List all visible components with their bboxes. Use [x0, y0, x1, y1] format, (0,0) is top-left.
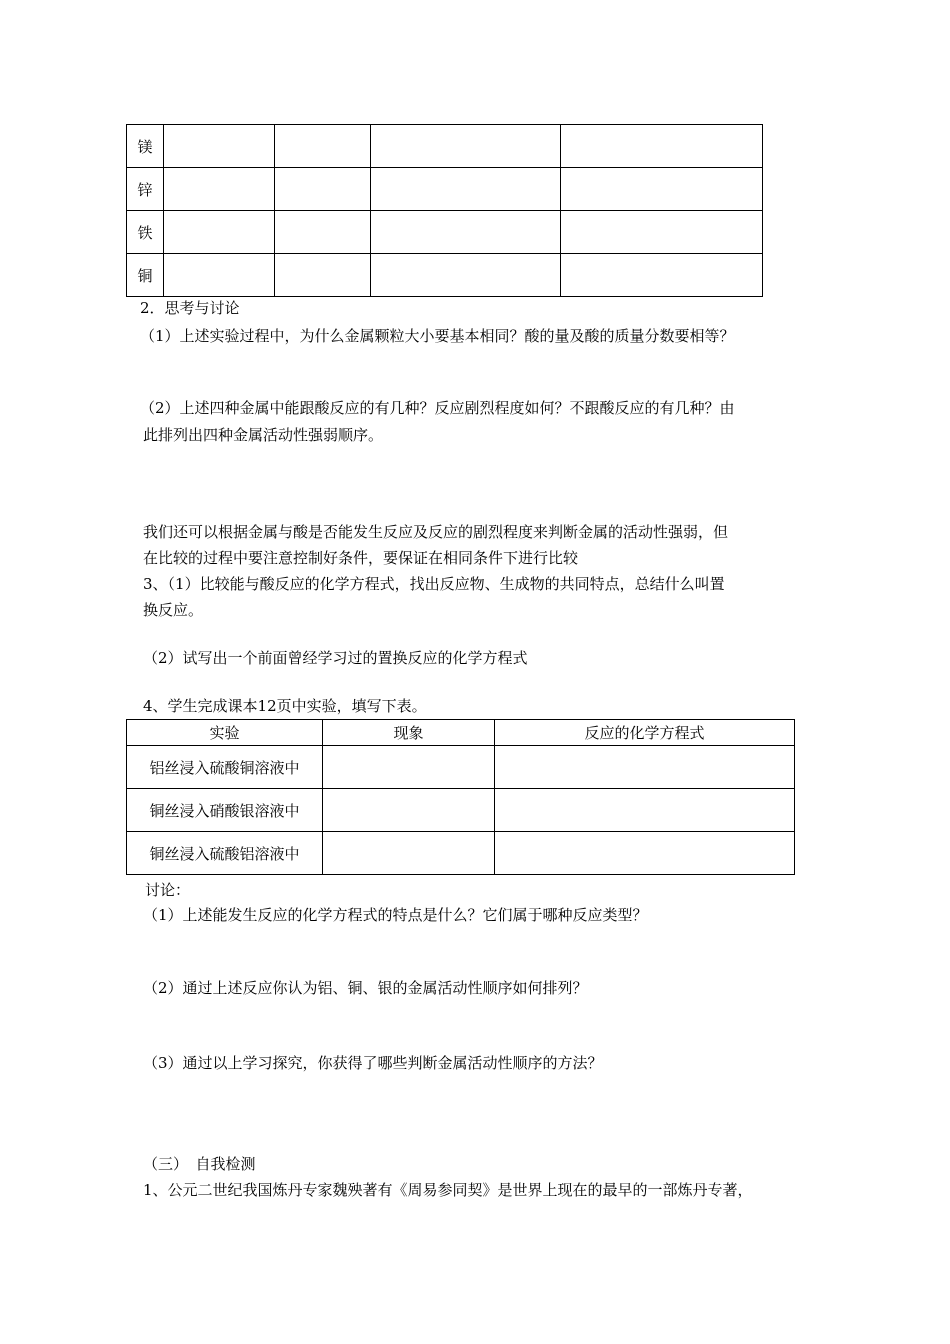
section2-question-1: （1）上述实验过程中，为什么金属颗粒大小要基本相同？酸的量及酸的质量分数要相等？ [140, 327, 735, 345]
equation-cell[interactable] [495, 746, 795, 789]
section3-line-2: 换反应。 [143, 601, 204, 619]
discussion-question-2: （2）通过上述反应你认为铝、铜、银的金属活动性顺序如何排列？ [143, 979, 588, 997]
section2-question-2-line1: （2）上述四种金属中能跟酸反应的有几种？反应剧烈程度如何？不跟酸反应的有几种？由 [140, 399, 735, 417]
table-row [127, 789, 795, 832]
metal-cell: 镁 [127, 125, 164, 168]
phenomenon-cell[interactable] [323, 789, 495, 832]
section2-heading: 2．思考与讨论 [140, 299, 240, 317]
table-row [127, 746, 795, 789]
blank-cell[interactable] [371, 211, 561, 254]
column-header: 反应的化学方程式 [495, 720, 795, 746]
blank-cell[interactable] [371, 168, 561, 211]
experiment-cell: 铜丝浸入硫酸铝溶液中 [127, 832, 323, 875]
column-header: 现象 [323, 720, 495, 746]
blank-cell[interactable] [561, 211, 763, 254]
table-header-row [127, 720, 795, 746]
blank-cell[interactable] [164, 254, 275, 297]
blank-cell[interactable] [275, 254, 371, 297]
self-check-heading: （三） 自我检测 [143, 1155, 256, 1173]
blank-cell[interactable] [275, 125, 371, 168]
section3-line-1: 3、（1）比较能与酸反应的化学方程式，找出反应物、生成物的共同特点，总结什么叫置 [143, 575, 725, 593]
discussion-heading: 讨论： [145, 881, 191, 899]
phenomenon-cell[interactable] [323, 746, 495, 789]
note-line-1: 我们还可以根据金属与酸是否能发生反应及反应的剧烈程度来判断金属的活动性强弱，但 [143, 523, 729, 541]
section2-question-2-line2: 此排列出四种金属活动性强弱顺序。 [143, 426, 384, 444]
discussion-question-3: （3）通过以上学习探究，你获得了哪些判断金属活动性顺序的方法？ [143, 1054, 603, 1072]
blank-cell[interactable] [371, 254, 561, 297]
table-row [127, 832, 795, 875]
experiment-cell: 铜丝浸入硝酸银溶液中 [127, 789, 323, 832]
section4-intro: 4、学生完成课本12页中实验，填写下表。 [143, 697, 427, 715]
phenomenon-cell[interactable] [323, 832, 495, 875]
metal-cell: 铁 [127, 211, 164, 254]
blank-cell[interactable] [164, 211, 275, 254]
metal-cell: 铜 [127, 254, 164, 297]
blank-cell[interactable] [371, 125, 561, 168]
experiment-cell: 铝丝浸入硫酸铜溶液中 [127, 746, 323, 789]
blank-cell[interactable] [561, 254, 763, 297]
section3-question-2: （2）试写出一个前面曾经学习过的置换反应的化学方程式 [143, 649, 528, 667]
table-row [127, 254, 763, 297]
blank-cell[interactable] [275, 211, 371, 254]
self-check-question-1: 1、公元二世纪我国炼丹专家魏殃著有《周易参同契》是世界上现在的最早的一部炼丹专著， [143, 1181, 753, 1199]
metal-table [126, 124, 763, 297]
equation-cell[interactable] [495, 832, 795, 875]
blank-cell[interactable] [275, 168, 371, 211]
discussion-question-1: （1）上述能发生反应的化学方程式的特点是什么？它们属于哪种反应类型？ [143, 906, 648, 924]
metal-cell: 锌 [127, 168, 164, 211]
column-header: 实验 [127, 720, 323, 746]
note-line-2: 在比较的过程中要注意控制好条件，要保证在相同条件下进行比较 [143, 549, 579, 567]
equation-cell[interactable] [495, 789, 795, 832]
table-row [127, 125, 763, 168]
blank-cell[interactable] [561, 125, 763, 168]
blank-cell[interactable] [164, 125, 275, 168]
table-row [127, 168, 763, 211]
blank-cell[interactable] [164, 168, 275, 211]
table-row [127, 211, 763, 254]
experiment-table [126, 719, 795, 875]
blank-cell[interactable] [561, 168, 763, 211]
